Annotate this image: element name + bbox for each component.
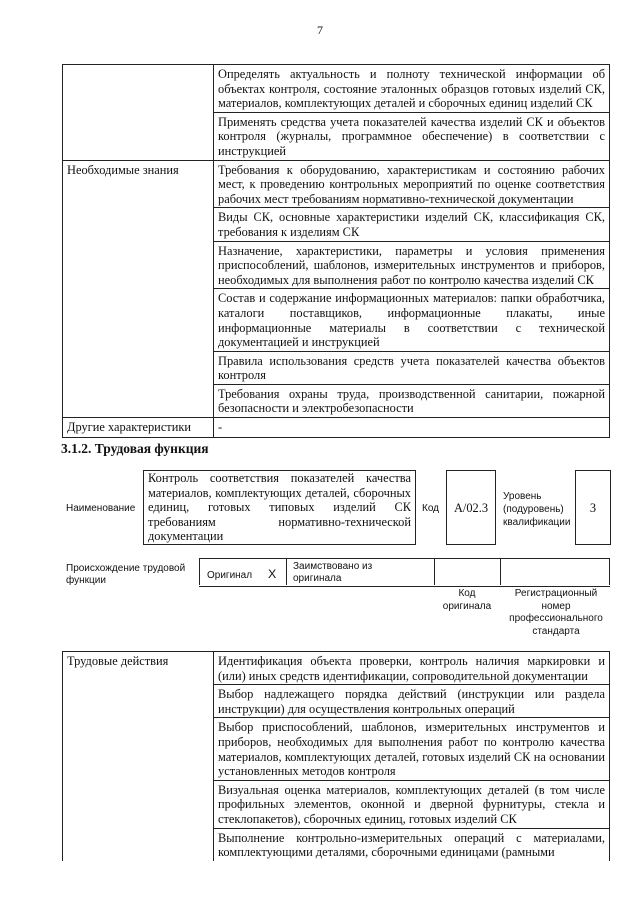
level-value: 3 <box>589 501 597 515</box>
table-row <box>63 289 610 351</box>
row-cell: Определять актуальность и полноту технической информации об объектах контроля, состояние эталонных образцов готовых изделий СК, материалов, комплектующих деталей и сборочных единиц изделий СК <box>218 67 605 111</box>
table-row <box>63 65 610 113</box>
row-label: Необходимые знания <box>63 160 214 208</box>
row-cell: Выполнение контрольно-измерительных операций с материалами, комплектующими деталями, сборочными единицами (рамными <box>218 830 605 860</box>
row-cell: Выбор приспособлений, шаблонов, измерительных инструментов и приборов, необходимых для выполнения работ по контролю качества материалов, комплектующих деталей, готовых изделий СК на основании установленных методов контроля <box>218 720 605 779</box>
section-title: 3.1.2. Трудовая функция <box>61 441 209 456</box>
reg-caption: Регистрационный номер профессионального стандарта <box>509 588 603 637</box>
table-row <box>63 652 610 685</box>
table-row <box>63 241 610 289</box>
borrowed-label: Заимствовано из оригинала <box>293 561 373 584</box>
function-code: A/02.3 <box>453 501 489 515</box>
table-row <box>63 351 610 384</box>
function-name-box <box>143 470 416 545</box>
row-label <box>63 780 214 828</box>
table-row <box>63 718 610 780</box>
table-row <box>63 112 610 160</box>
table-row <box>63 828 610 861</box>
row-label <box>63 65 214 113</box>
row-label <box>63 828 214 861</box>
row-label <box>63 685 214 718</box>
requirements-table <box>62 64 610 438</box>
row-cell: Выбор надлежащего порядка действий (инструкции или раздела инструкции) для осуществления контрольных операций <box>218 687 605 716</box>
row-cell: Назначение, характеристики, параметры и условия применения приспособлений, шаблонов, измерительных инструментов и приборов, необходимых для выполнения работ по контролю качества изделий СК <box>218 243 605 287</box>
table-row <box>63 384 610 417</box>
row-cell: Требования к оборудованию, характеристикам и состоянию рабочих мест, к проведению контрольных мероприятий по оценке соответствия рабочих мест требованиям нормативно-технической документации <box>218 162 605 206</box>
level-label: Уровень (подуровень) квалификации <box>503 491 571 528</box>
code-label: Код <box>422 503 440 514</box>
row-label: Другие характеристики <box>63 418 214 438</box>
row-label <box>63 208 214 241</box>
original-label: Оригинал <box>207 570 253 581</box>
table-row <box>63 208 610 241</box>
actions-table <box>62 651 610 861</box>
code-caption: Код оригинала <box>442 588 492 612</box>
row-cell: Идентификация объекта проверки, контроль наличия маркировки и (или) иных средств идентификации, сопроводительной документации <box>218 654 605 683</box>
row-cell: Требования охраны труда, производственной санитарии, пожарной безопасности и электробезопасности <box>218 386 605 416</box>
original-mark: X <box>268 567 277 581</box>
row-label <box>63 241 214 289</box>
row-label <box>63 718 214 780</box>
function-name: Контроль соответствия показателей качества материалов, комплектующих деталей, сборочных единиц, готовых типовых изделий СК требованиям нормативно-технической документации <box>148 471 411 544</box>
table-row <box>63 780 610 828</box>
level-box <box>575 470 611 545</box>
table-row <box>63 160 610 208</box>
table-row <box>63 418 610 438</box>
row-label <box>63 351 214 384</box>
row-cell: - <box>218 420 223 435</box>
row-cell: Виды СК, основные характеристики изделий СК, классификация СК, требования к изделиям СК <box>218 210 605 239</box>
row-cell: Состав и содержание информационных материалов: папки обработчика, каталоги поставщиков, информационные плакаты, иные информационные материалы в соответствии с технической документацией и инструкцией <box>218 291 605 350</box>
row-cell: Применять средства учета показателей качества изделий СК и объектов контроля (журналы, программное обеспечение) в соответствии с инструкцией <box>218 114 605 158</box>
row-cell: Правила использования средств учета показателей качества объектов контроля <box>218 353 605 383</box>
name-label: Наименование <box>66 503 136 514</box>
row-label: Трудовые действия <box>63 652 214 685</box>
origin-label: Происхождение трудовой функции <box>66 563 186 586</box>
page-number: 7 <box>317 23 323 37</box>
row-label <box>63 384 214 417</box>
code-box <box>446 470 496 545</box>
table-row <box>63 685 610 718</box>
row-label <box>63 289 214 351</box>
row-cell: Визуальная оценка материалов, комплектующих деталей (в том числе профильных элементов, оконной и дверной фурнитуры, стекла и стеклопакетов), сборочных единиц, готовых изделий СК <box>218 782 605 826</box>
row-label <box>63 112 214 160</box>
